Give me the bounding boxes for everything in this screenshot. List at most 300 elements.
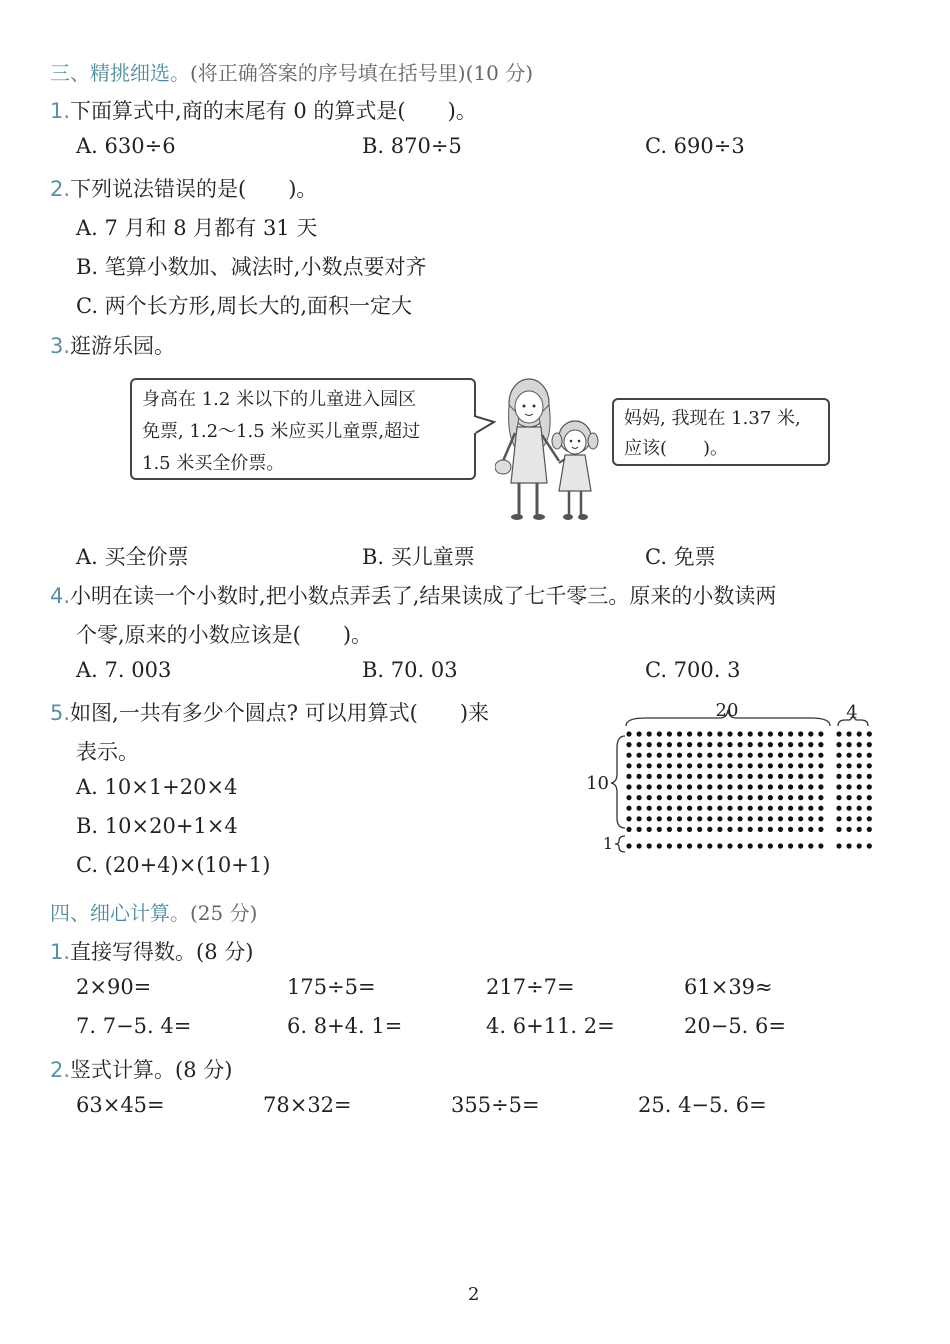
dot bbox=[758, 731, 763, 736]
dot bbox=[768, 843, 773, 848]
dot bbox=[738, 806, 743, 811]
dot bbox=[687, 816, 692, 821]
dot bbox=[847, 753, 852, 758]
dot bbox=[768, 731, 773, 736]
dot bbox=[778, 806, 783, 811]
dot bbox=[836, 806, 841, 811]
dot bbox=[768, 753, 773, 758]
sign-line: 身高在 1.2 米以下的儿童进入园区 bbox=[142, 389, 417, 410]
dot bbox=[768, 742, 773, 747]
dot bbox=[778, 753, 783, 758]
dot bbox=[717, 827, 722, 832]
dot bbox=[647, 742, 652, 747]
dot bbox=[748, 784, 753, 789]
dot bbox=[727, 843, 732, 848]
dot bbox=[758, 763, 763, 768]
dot bbox=[847, 731, 852, 736]
dot bbox=[677, 816, 682, 821]
dot bbox=[717, 795, 722, 800]
dot bbox=[867, 795, 872, 800]
dot bbox=[836, 795, 841, 800]
dot bbox=[758, 784, 763, 789]
dot bbox=[707, 774, 712, 779]
sign-line: 1.5 米买全价票。 bbox=[142, 453, 285, 474]
dot bbox=[657, 731, 662, 736]
dot bbox=[836, 763, 841, 768]
dot bbox=[808, 763, 813, 768]
brace-left-main bbox=[611, 736, 625, 828]
dot bbox=[808, 774, 813, 779]
dot bbox=[808, 742, 813, 747]
calc-item: 20−5. 6= bbox=[684, 1014, 786, 1038]
dot bbox=[697, 806, 702, 811]
dot bbox=[758, 816, 763, 821]
dot bbox=[626, 827, 631, 832]
calc-item: 6. 8+4. 1= bbox=[287, 1014, 403, 1038]
label-top-main: 20 bbox=[715, 700, 739, 721]
dot bbox=[867, 827, 872, 832]
dot bbox=[697, 795, 702, 800]
dot bbox=[798, 827, 803, 832]
dot bbox=[637, 763, 642, 768]
dot bbox=[647, 784, 652, 789]
dot bbox=[707, 742, 712, 747]
dot bbox=[778, 784, 783, 789]
dot bbox=[768, 774, 773, 779]
dot bbox=[836, 816, 841, 821]
dot bbox=[677, 742, 682, 747]
dot bbox=[626, 742, 631, 747]
dot bbox=[727, 742, 732, 747]
dot bbox=[647, 827, 652, 832]
dot bbox=[657, 774, 662, 779]
section-4-heading bbox=[50, 897, 257, 926]
question-1 bbox=[50, 95, 477, 125]
section-3-note: (将正确答案的序号填在括号里)(10 分) bbox=[190, 61, 534, 85]
dot bbox=[808, 731, 813, 736]
dot bbox=[637, 816, 642, 821]
dot bbox=[857, 827, 862, 832]
dot bbox=[657, 742, 662, 747]
dot bbox=[707, 784, 712, 789]
question-number: 3. bbox=[50, 334, 71, 358]
dot bbox=[788, 827, 793, 832]
dot bbox=[697, 816, 702, 821]
q1-option-b: B. 870÷5 bbox=[362, 134, 462, 158]
dot bbox=[857, 731, 862, 736]
dot bbox=[808, 843, 813, 848]
dot bbox=[778, 763, 783, 768]
dot bbox=[717, 784, 722, 789]
question-stem: 小明在读一个小数时,把小数点弄丢了,结果读成了七千零三。原来的小数读两 bbox=[70, 584, 777, 608]
dot bbox=[818, 784, 823, 789]
dot bbox=[758, 753, 763, 758]
dot bbox=[818, 774, 823, 779]
question-3 bbox=[50, 330, 175, 360]
dot bbox=[748, 806, 753, 811]
dot bbox=[847, 784, 852, 789]
dot bbox=[738, 827, 743, 832]
dot bbox=[738, 784, 743, 789]
question-number: 2. bbox=[50, 177, 71, 201]
dot bbox=[707, 753, 712, 758]
dot bbox=[657, 753, 662, 758]
dot bbox=[836, 731, 841, 736]
dot bbox=[667, 816, 672, 821]
dot bbox=[727, 784, 732, 789]
dot bbox=[687, 742, 692, 747]
dot bbox=[647, 753, 652, 758]
dot bbox=[836, 742, 841, 747]
dot bbox=[687, 731, 692, 736]
dot bbox=[626, 731, 631, 736]
dot bbox=[647, 816, 652, 821]
dot bbox=[778, 742, 783, 747]
dot bbox=[818, 816, 823, 821]
dot bbox=[768, 816, 773, 821]
dot bbox=[697, 753, 702, 758]
dot bbox=[778, 843, 783, 848]
dot bbox=[626, 753, 631, 758]
dot bbox=[847, 774, 852, 779]
q3-option-a: A. 买全价票 bbox=[76, 545, 189, 569]
dot bbox=[727, 806, 732, 811]
dot bbox=[626, 843, 631, 848]
dot bbox=[717, 731, 722, 736]
dot bbox=[836, 753, 841, 758]
dot bbox=[667, 806, 672, 811]
dot bbox=[798, 742, 803, 747]
dot bbox=[758, 795, 763, 800]
q2-option-b: B. 笔算小数加、减法时,小数点要对齐 bbox=[76, 255, 427, 279]
dot bbox=[758, 843, 763, 848]
dot bbox=[748, 753, 753, 758]
dot bbox=[687, 763, 692, 768]
dot bbox=[798, 795, 803, 800]
calc-item: 217÷7= bbox=[486, 975, 575, 999]
question-5-line2: 表示。 bbox=[76, 740, 139, 764]
dot bbox=[768, 763, 773, 768]
dot bbox=[687, 774, 692, 779]
q4-option-a: A. 7. 003 bbox=[76, 658, 172, 682]
dot bbox=[867, 731, 872, 736]
question-number: 1. bbox=[50, 99, 71, 123]
dot bbox=[818, 731, 823, 736]
q5-option-a: A. 10×1+20×4 bbox=[76, 775, 238, 799]
dot bbox=[778, 774, 783, 779]
dot bbox=[867, 763, 872, 768]
dot bbox=[727, 827, 732, 832]
dot bbox=[717, 753, 722, 758]
question-stem: 下列说法错误的是( )。 bbox=[70, 177, 318, 201]
dot bbox=[778, 731, 783, 736]
dot bbox=[697, 763, 702, 768]
mother-daughter-illustration bbox=[495, 375, 610, 525]
dot bbox=[697, 843, 702, 848]
dot bbox=[637, 742, 642, 747]
dot bbox=[857, 843, 862, 848]
dot bbox=[836, 774, 841, 779]
dot bbox=[637, 843, 642, 848]
dot bbox=[798, 784, 803, 789]
question-stem: 逛游乐园。 bbox=[70, 334, 176, 358]
dot bbox=[808, 816, 813, 821]
dot bbox=[687, 753, 692, 758]
question-2 bbox=[50, 173, 317, 203]
dot bbox=[748, 742, 753, 747]
part-number: 2. bbox=[50, 1058, 71, 1082]
dot bbox=[667, 731, 672, 736]
dot bbox=[788, 753, 793, 758]
section-3-heading bbox=[50, 57, 533, 86]
dot bbox=[818, 795, 823, 800]
dot bbox=[857, 806, 862, 811]
dot bbox=[857, 753, 862, 758]
dot bbox=[677, 784, 682, 789]
section-4-note: (25 分) bbox=[190, 901, 258, 925]
dot bbox=[818, 742, 823, 747]
dot bbox=[637, 784, 642, 789]
dot bbox=[697, 784, 702, 789]
dot bbox=[687, 784, 692, 789]
dot bbox=[667, 784, 672, 789]
dot bbox=[717, 843, 722, 848]
dot bbox=[847, 763, 852, 768]
dot bbox=[818, 806, 823, 811]
part-1-title bbox=[50, 936, 253, 966]
dot bbox=[626, 763, 631, 768]
sign-pointer bbox=[474, 412, 496, 442]
dot-grid bbox=[626, 731, 872, 848]
vertical-calc-item: 355÷5= bbox=[451, 1093, 540, 1117]
dot bbox=[758, 742, 763, 747]
dot bbox=[798, 806, 803, 811]
dot bbox=[677, 731, 682, 736]
dot bbox=[687, 843, 692, 848]
dot bbox=[788, 843, 793, 848]
dot bbox=[647, 843, 652, 848]
dot bbox=[798, 753, 803, 758]
dot bbox=[637, 731, 642, 736]
dot bbox=[707, 763, 712, 768]
dot bbox=[847, 742, 852, 747]
dot bbox=[798, 763, 803, 768]
dot bbox=[677, 795, 682, 800]
dot bbox=[657, 806, 662, 811]
sign-line: 免票, 1.2～1.5 米应买儿童票,超过 bbox=[142, 421, 421, 442]
dot bbox=[738, 742, 743, 747]
dot bbox=[867, 843, 872, 848]
label-left-side: 1 bbox=[602, 834, 613, 853]
page-number: 2 bbox=[468, 1284, 480, 1305]
dot bbox=[836, 827, 841, 832]
dot bbox=[707, 843, 712, 848]
dot bbox=[657, 763, 662, 768]
question-number: 4. bbox=[50, 584, 71, 608]
dot bbox=[788, 774, 793, 779]
dot bbox=[768, 795, 773, 800]
q4-option-c: C. 700. 3 bbox=[645, 658, 741, 682]
dot bbox=[867, 816, 872, 821]
dot bbox=[697, 827, 702, 832]
q2-option-a: A. 7 月和 8 月都有 31 天 bbox=[76, 216, 318, 240]
dot bbox=[727, 816, 732, 821]
dot bbox=[677, 763, 682, 768]
dot bbox=[667, 795, 672, 800]
dot bbox=[687, 827, 692, 832]
dot bbox=[637, 806, 642, 811]
dot bbox=[748, 763, 753, 768]
label-top-side: 4 bbox=[846, 702, 858, 723]
dot bbox=[657, 784, 662, 789]
dot bbox=[667, 843, 672, 848]
dot bbox=[637, 795, 642, 800]
dot bbox=[727, 795, 732, 800]
dot bbox=[847, 795, 852, 800]
dot bbox=[657, 816, 662, 821]
dot bbox=[626, 806, 631, 811]
question-5 bbox=[50, 697, 489, 727]
dot-array-figure bbox=[585, 696, 885, 858]
question-number: 5. bbox=[50, 701, 71, 725]
dot bbox=[768, 806, 773, 811]
dot bbox=[788, 763, 793, 768]
calc-item: 2×90= bbox=[76, 975, 152, 999]
speech-line: 妈妈, 我现在 1.37 米, bbox=[624, 408, 801, 429]
dot bbox=[647, 731, 652, 736]
dot bbox=[748, 774, 753, 779]
dot bbox=[808, 827, 813, 832]
dot bbox=[707, 806, 712, 811]
dot bbox=[637, 753, 642, 758]
dot bbox=[748, 816, 753, 821]
dot bbox=[818, 763, 823, 768]
dot bbox=[626, 774, 631, 779]
dot bbox=[748, 827, 753, 832]
q3-option-c: C. 免票 bbox=[645, 545, 716, 569]
dot bbox=[788, 731, 793, 736]
dot bbox=[758, 806, 763, 811]
dot bbox=[667, 763, 672, 768]
dot bbox=[697, 742, 702, 747]
dot bbox=[758, 774, 763, 779]
dot bbox=[717, 774, 722, 779]
dot bbox=[808, 753, 813, 758]
dot bbox=[818, 843, 823, 848]
vertical-calc-item: 25. 4−5. 6= bbox=[638, 1093, 767, 1117]
dot bbox=[748, 795, 753, 800]
dot bbox=[647, 763, 652, 768]
calc-item: 7. 7−5. 4= bbox=[76, 1014, 192, 1038]
dot bbox=[677, 843, 682, 848]
dot bbox=[788, 816, 793, 821]
dot bbox=[687, 806, 692, 811]
part-title: 直接写得数。(8 分) bbox=[70, 940, 254, 964]
dot bbox=[857, 784, 862, 789]
dot bbox=[707, 827, 712, 832]
dot bbox=[748, 843, 753, 848]
dot bbox=[707, 795, 712, 800]
dot bbox=[738, 816, 743, 821]
dot bbox=[738, 774, 743, 779]
label-left-main: 10 bbox=[586, 773, 609, 794]
dot bbox=[637, 774, 642, 779]
q3-option-b: B. 买儿童票 bbox=[362, 545, 475, 569]
dot bbox=[857, 774, 862, 779]
dot bbox=[788, 806, 793, 811]
dot bbox=[647, 806, 652, 811]
dot bbox=[697, 731, 702, 736]
dot bbox=[677, 806, 682, 811]
dot bbox=[667, 774, 672, 779]
dot bbox=[808, 795, 813, 800]
dot bbox=[677, 753, 682, 758]
dot bbox=[758, 827, 763, 832]
dot bbox=[818, 753, 823, 758]
dot bbox=[738, 843, 743, 848]
question-4 bbox=[50, 580, 776, 610]
dot bbox=[808, 784, 813, 789]
dot bbox=[768, 784, 773, 789]
dot bbox=[727, 731, 732, 736]
dot bbox=[857, 795, 862, 800]
dot bbox=[778, 816, 783, 821]
dot bbox=[867, 806, 872, 811]
dot bbox=[836, 843, 841, 848]
girl-speech-bubble bbox=[612, 398, 830, 466]
dot bbox=[647, 795, 652, 800]
dot bbox=[798, 816, 803, 821]
section-3-title: 三、精挑细选。 bbox=[50, 61, 190, 85]
dot bbox=[847, 843, 852, 848]
part-2-title bbox=[50, 1054, 232, 1084]
question-stem: 下面算式中,商的末尾有 0 的算式是( )。 bbox=[70, 99, 477, 123]
dot bbox=[768, 827, 773, 832]
dot bbox=[738, 763, 743, 768]
dot bbox=[748, 731, 753, 736]
part-title: 竖式计算。(8 分) bbox=[70, 1058, 233, 1082]
dot bbox=[836, 784, 841, 789]
dot bbox=[677, 827, 682, 832]
dot bbox=[626, 784, 631, 789]
dot bbox=[818, 827, 823, 832]
part-number: 1. bbox=[50, 940, 71, 964]
dot bbox=[857, 816, 862, 821]
dot bbox=[626, 816, 631, 821]
question-stem: 如图,一共有多少个圆点? 可以用算式( )来 bbox=[70, 701, 490, 725]
dot bbox=[847, 827, 852, 832]
dot bbox=[697, 774, 702, 779]
dot bbox=[867, 742, 872, 747]
dot bbox=[707, 816, 712, 821]
dot bbox=[727, 774, 732, 779]
dot bbox=[847, 806, 852, 811]
dot bbox=[687, 795, 692, 800]
dot bbox=[798, 774, 803, 779]
dot bbox=[677, 774, 682, 779]
dot bbox=[867, 753, 872, 758]
question-4-line2: 个零,原来的小数应该是( )。 bbox=[76, 623, 373, 647]
dot bbox=[788, 742, 793, 747]
dot bbox=[738, 795, 743, 800]
dot bbox=[667, 827, 672, 832]
dot bbox=[717, 742, 722, 747]
park-rules-sign bbox=[130, 378, 476, 480]
dot bbox=[738, 731, 743, 736]
dot bbox=[707, 731, 712, 736]
q2-option-c: C. 两个长方形,周长大的,面积一定大 bbox=[76, 294, 413, 318]
q1-option-c: C. 690÷3 bbox=[645, 134, 745, 158]
